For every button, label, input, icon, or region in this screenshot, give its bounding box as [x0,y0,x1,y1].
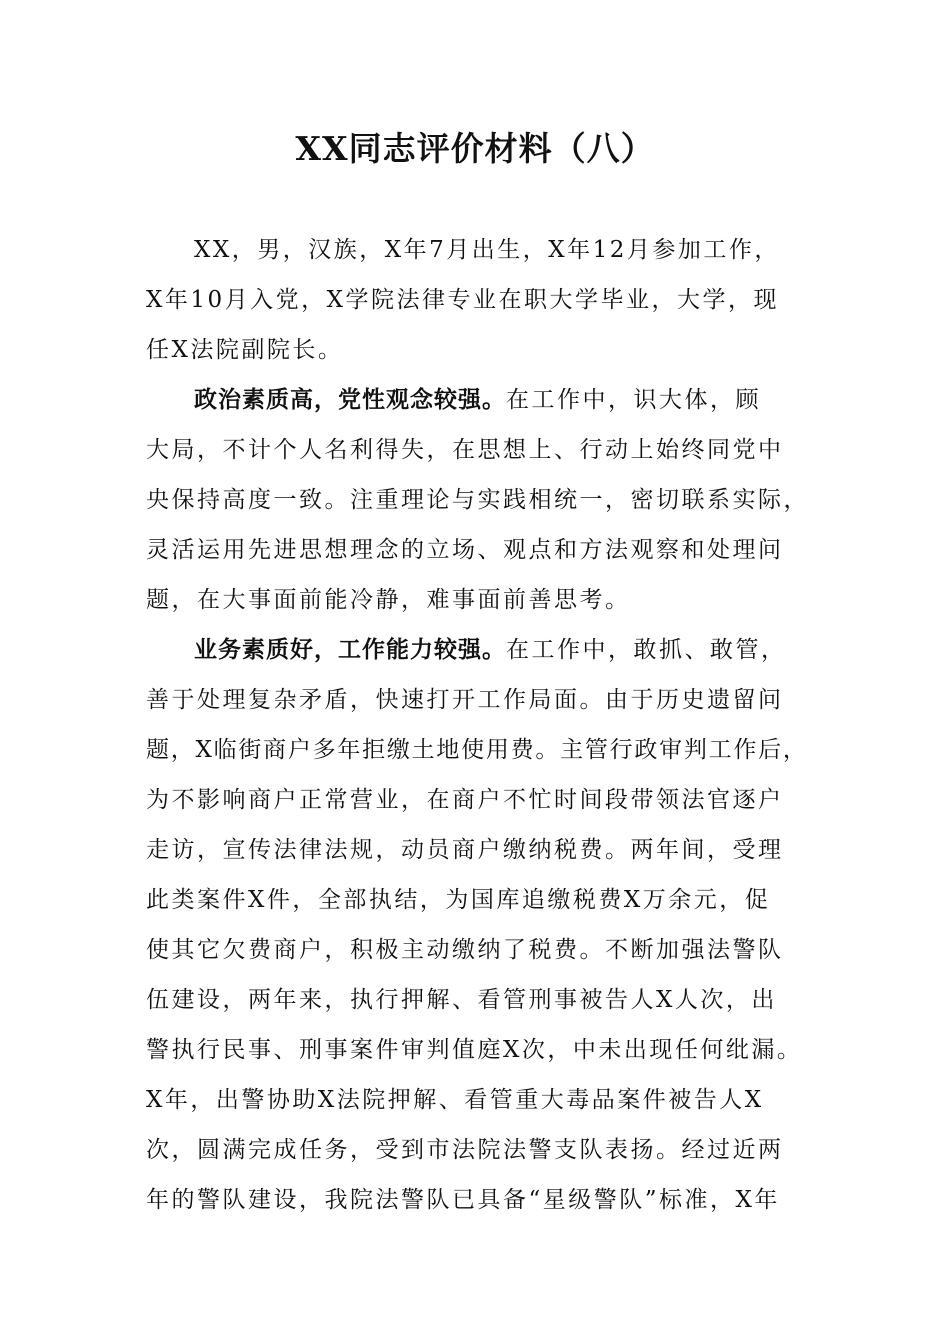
p3-line-9: 警执行民事、刑事案件审判值庭X次，中未出现任何纰漏。 [146,1037,803,1063]
p3-lead-heading: 业务素质好，工作能力较强。 [194,637,506,663]
p3-line-6: 此类案件X件，全部执结，为国库追缴税费X万余元，促 [146,887,771,913]
p3-line-12: 年的警队建设，我院法警队已具备“星级警队”标准，X年 [146,1187,780,1213]
p3-line-2: 善于处理复杂矛盾，快速打开工作局面。由于历史遗留问 [146,687,784,713]
p3-line-4: 为不影响商户正常营业，在商户不忙时间段带领法官逐户 [146,787,784,813]
p2-line-2: 大局，不计个人名利得失，在思想上、行动上始终同党中 [146,437,784,463]
p2-first-rest: 在工作中，识大体，顾 [506,387,761,413]
p3-first-rest: 在工作中，敢抓、敢管， [506,637,787,663]
p2-line-1 [194,380,810,420]
p2-line-5: 题，在大事面前能冷静，难事面前善思考。 [146,587,631,613]
p3-line-3: 题，X临街商户多年拒缴土地使用费。主管行政审判工作后， [146,737,808,763]
p3-line-10: X年，出警协助X法院押解、看管重大毒品案件被告人X [146,1087,764,1113]
p1-line-2: X年10月入党，X学院法律专业在职大学毕业，大学，现 [146,287,780,313]
p2-line-3: 央保持高度一致。注重理论与实践相统一，密切联系实际， [146,487,809,513]
p3-line-11: 次，圆满完成任务，受到市法院法警支队表扬。经过近两 [146,1137,784,1163]
p1-line-1: XX，男，汉族，X年7月出生，X年12月参加工作， [194,237,780,263]
p1-line-3: 任X法院副院长。 [146,337,344,363]
p3-line-1 [194,630,810,670]
p3-line-8: 伍建设，两年来，执行押解、看管刑事被告人X人次，出 [146,987,777,1013]
p2-line-4: 灵活运用先进思想理念的立场、观点和方法观察和处理问 [146,537,784,563]
p3-line-7: 使其它欠费商户，积极主动缴纳了税费。不断加强法警队 [146,937,784,963]
p2-lead-heading: 政治素质高，党性观念较强。 [194,387,506,413]
p3-line-5: 走访，宣传法律法规，动员商户缴纳税费。两年间，受理 [146,837,784,863]
document-title: XX同志评价材料（八） [295,129,655,168]
